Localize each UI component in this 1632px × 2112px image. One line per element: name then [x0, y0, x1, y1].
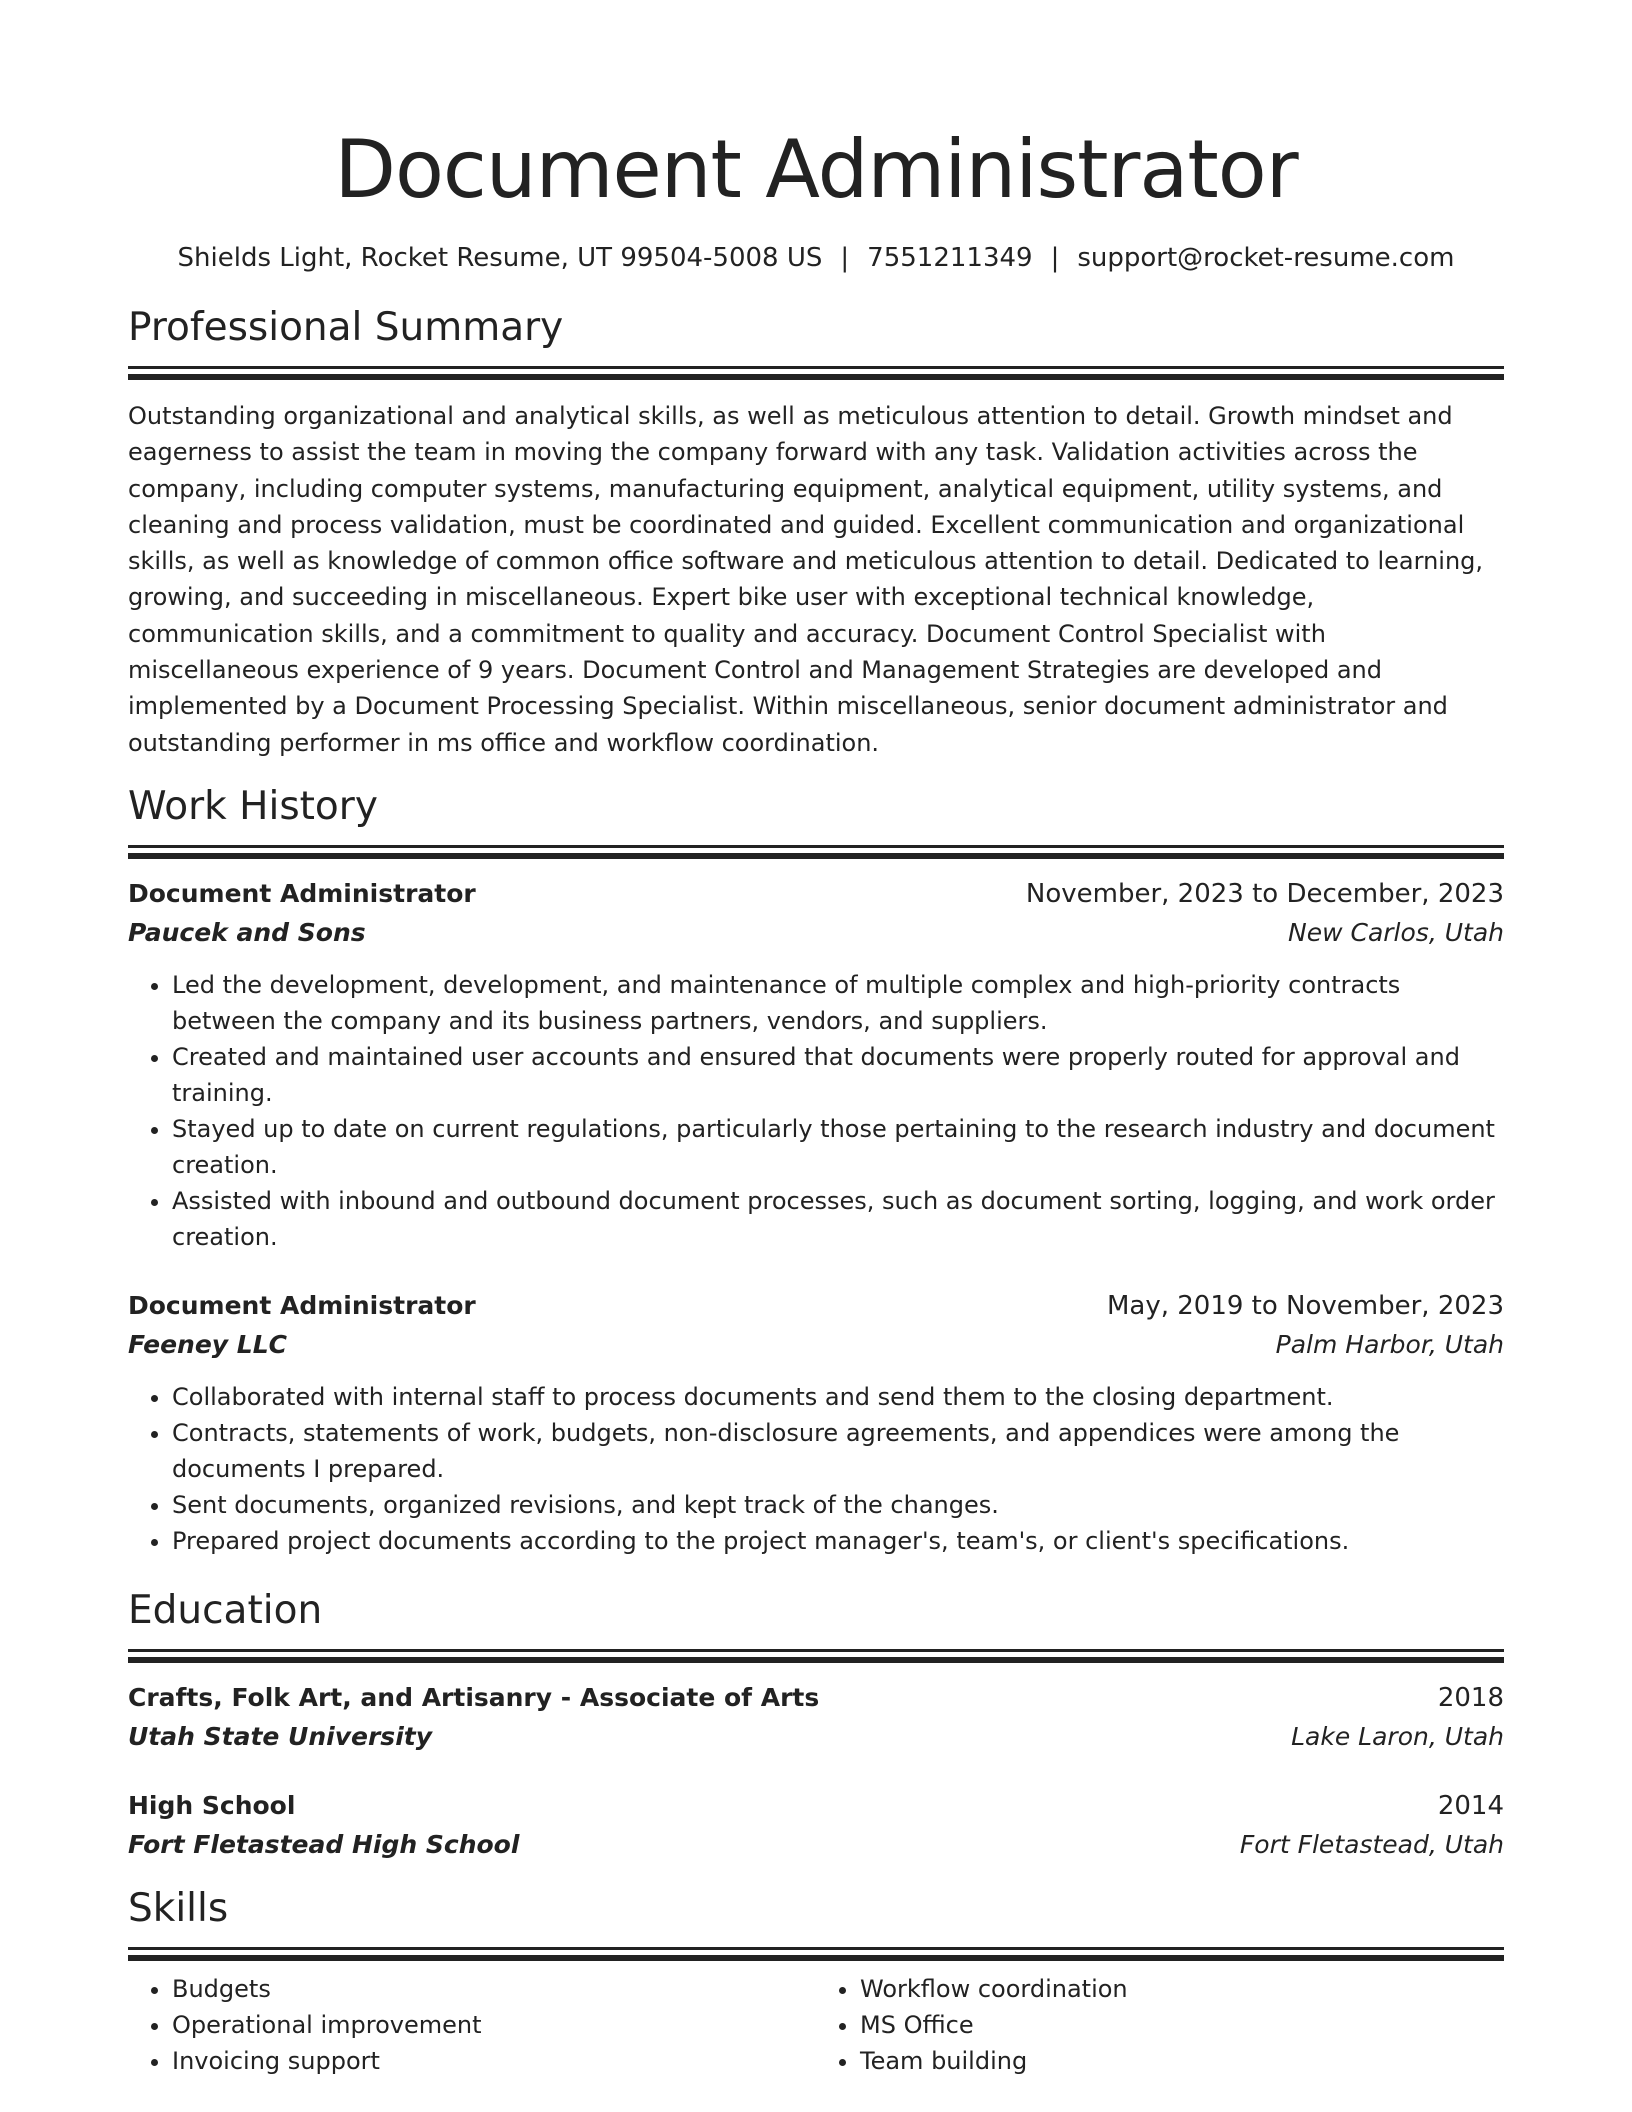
- skills-section: [128, 1883, 1504, 2079]
- contact-address: Shields Light, Rocket Resume, UT 99504-5008 US: [177, 243, 823, 273]
- summary-section: [128, 302, 1504, 761]
- candidate-name: Document Administrator: [334, 123, 1298, 216]
- list-item: • Workflow coordination: [860, 1971, 1504, 2007]
- summary-text: Outstanding organizational and analytical skills, as well as meticulous attention to detail. Growth mindset and eagerness to assist the team in moving the company forward with any task. Validation activities across the company, including computer systems, manufacturing equipment, analytical equipment, utility systems, and cleaning and process validation, must be coordinated and guided. Excellent communication and organizational skills, as well as knowledge of common office software and meticulous attention to detail. Dedicated to learning, growing, and succeeding in miscellaneous. Expert bike user with exceptional technical knowledge, communication skills, and a commitment to quality and accuracy. Document Control Specialist with miscellaneous experience of 9 years. Document Control and Management Strategies are developed and implemented by a Document Processing Specialist. Within miscellaneous, senior document administrator and outstanding performer in ms office and workflow coordination.: [128, 402, 1484, 757]
- job-entry: [128, 1287, 1504, 1559]
- section-title-skills: Skills: [128, 1885, 229, 1931]
- contact-phone: 7551211349: [867, 243, 1033, 273]
- section-title-work: Work History: [128, 783, 378, 829]
- section-divider: [128, 845, 1504, 848]
- job-location: New Carlos, Utah: [1288, 917, 1504, 947]
- job-title: Document Administrator: [128, 878, 476, 908]
- list-item: • MS Office: [860, 2007, 1504, 2043]
- job-dates: May, 2019 to November, 2023: [1106, 1290, 1504, 1321]
- list-item: • Sent documents, organized revisions, and kept track of the changes.: [172, 1487, 1504, 1523]
- education-location: Lake Laron, Utah: [1291, 1721, 1504, 1751]
- education-year: 2014: [1437, 1790, 1504, 1821]
- education-degree: Crafts, Folk Art, and Artisanry - Associate of Arts: [128, 1682, 820, 1712]
- list-item: • Invoicing support: [172, 2043, 816, 2079]
- job-company-row: [128, 913, 1504, 953]
- skills-list-right: [816, 1971, 1504, 2079]
- education-header-row: [128, 1679, 1504, 1717]
- education-header-row: [128, 1787, 1504, 1825]
- section-divider-thick: [128, 1657, 1504, 1663]
- section-title-education: Education: [128, 1587, 323, 1633]
- job-company: Paucek and Sons: [128, 917, 366, 947]
- list-item: • Assisted with inbound and outbound document processes, such as document sorting, logging, and work order creation.: [172, 1183, 1504, 1255]
- section-divider: [128, 1947, 1504, 1950]
- education-location: Fort Fletastead, Utah: [1239, 1829, 1504, 1859]
- work-history-section: [128, 781, 1504, 1559]
- section-title-summary: Professional Summary: [128, 305, 564, 350]
- section-divider-thick: [128, 374, 1504, 380]
- skills-columns: [128, 1971, 1504, 2079]
- list-item: • Budgets: [172, 1971, 816, 2007]
- section-divider-thick: [128, 1955, 1504, 1961]
- list-item: • Led the development, development, and maintenance of multiple complex and high-priority contracts between the company and its business partners, vendors, and suppliers.: [172, 967, 1504, 1039]
- education-school-row: [128, 1717, 1504, 1757]
- job-dates: November, 2023 to December, 2023: [1025, 878, 1504, 909]
- education-school: Utah State University: [128, 1721, 433, 1751]
- education-degree: High School: [128, 1790, 296, 1820]
- section-divider: [128, 366, 1504, 369]
- list-item: • Created and maintained user accounts and ensured that documents were properly routed for approval and training.: [172, 1039, 1504, 1111]
- skills-list-left: [128, 1971, 816, 2079]
- contact-separator: |: [1050, 243, 1060, 273]
- job-entry: [128, 875, 1504, 1255]
- job-header-row: [128, 1287, 1504, 1325]
- job-bullets: [128, 1379, 1504, 1559]
- contact-separator: |: [840, 243, 850, 273]
- section-divider: [128, 1649, 1504, 1652]
- list-item: • Operational improvement: [172, 2007, 816, 2043]
- list-item: • Team building: [860, 2043, 1504, 2079]
- education-section: [128, 1585, 1504, 1865]
- education-school: Fort Fletastead High School: [128, 1829, 520, 1859]
- list-item: • Contracts, statements of work, budgets, non-disclosure agreements, and appendices were among the documents I prepared.: [172, 1415, 1504, 1487]
- education-year: 2018: [1437, 1682, 1504, 1713]
- section-divider-thick: [128, 853, 1504, 859]
- job-location: Palm Harbor, Utah: [1275, 1329, 1504, 1359]
- contact-email: support@rocket-resume.com: [1077, 243, 1455, 273]
- education-entry: [128, 1679, 1504, 1757]
- list-item: • Collaborated with internal staff to process documents and send them to the closing department.: [172, 1379, 1504, 1415]
- job-title: Document Administrator: [128, 1290, 476, 1320]
- job-bullets: [128, 967, 1504, 1255]
- job-header-row: [128, 875, 1504, 913]
- list-item: • Stayed up to date on current regulations, particularly those pertaining to the research industry and document creation.: [172, 1111, 1504, 1183]
- education-school-row: [128, 1825, 1504, 1865]
- contact-line: [128, 240, 1504, 276]
- list-item: • Prepared project documents according to the project manager's, team's, or client's specifications.: [172, 1523, 1504, 1559]
- education-entry: [128, 1787, 1504, 1865]
- job-company-row: [128, 1325, 1504, 1365]
- job-company: Feeney LLC: [128, 1329, 288, 1359]
